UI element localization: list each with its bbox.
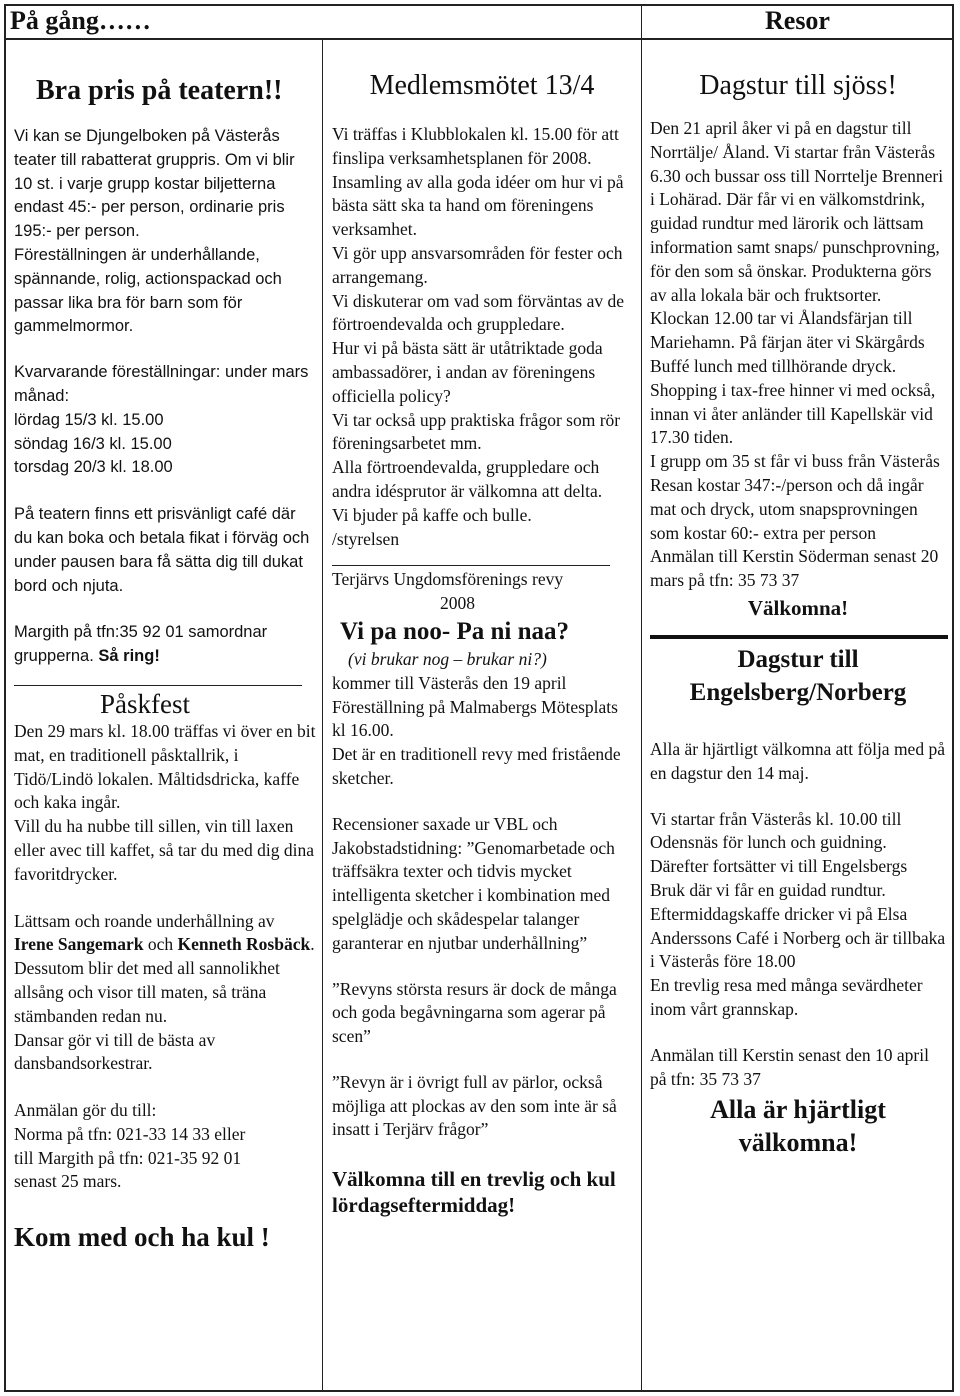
section-rule-thick xyxy=(650,635,948,639)
sea-trip-text-1: Den 21 april åker vi på en dagstur till Norrtälje/ Åland. Vi startar från Västerås 6.30 och bussar oss till Norrtelje Brenneri i Lohärad. Där får vi en välkomstdrink, guidad rundtur med lärorik och lättsam information samt snaps/ punschprovning, för den som så önskar. Produkterna görs av alla lokala bär och fruktsorter. xyxy=(650,118,944,305)
theater-desc: Föreställningen är underhållande, spännande, rolig, actionspackad och passar lika bra för barn som för gammelmormor. xyxy=(14,245,282,336)
engelsberg-text-2: Vi startar från Västerås kl. 10.00 till Odensnäs för lunch och guidning. xyxy=(650,808,902,853)
revy-title: Terjärvs Ungdomsförenings revy xyxy=(332,569,564,590)
theater-heading: Bra pris på teatern!! xyxy=(36,75,283,106)
theater-intro: Vi kan se Djungelboken på Västerås teater till rabatterat gruppris. Om vi blir 10 st. i varje grupp kostar biljetterna endast 45:- per person, ordinarie pris 195:- per person. xyxy=(14,127,295,241)
col3-footer: Alla är hjärtligt välkomna! xyxy=(710,1095,886,1158)
signup-title: Anmälan gör du till: xyxy=(14,1100,157,1121)
review-1: Recensioner saxade ur VBL och Jakobstadstidning: ”Genomarbetade och träffsäkra texter och tidvis mycket intelligenta sketcher i kombination med spelglädje och skådespelar talanger garanterar en njutbar underhållning” xyxy=(332,813,615,953)
easter-heading: Påskfest xyxy=(100,688,190,719)
meeting-text-4: Vi diskuterar om vad som förväntas av de förtroendevalda och gruppledare. xyxy=(332,290,624,335)
remaining-title: Kvarvarande föreställningar: under mars månad: xyxy=(14,363,309,405)
signup-line-1: Norma på tfn: 021-33 14 33 eller xyxy=(14,1123,246,1144)
section-rule xyxy=(332,565,610,566)
meeting-text-7: Alla förtroendevalda, gruppledare och andra idésprutor är välkomna att delta. xyxy=(332,457,603,501)
sea-trip-text-3: Shopping i tax-free hinner vi med också, innan vi åter anländer till Kapellskär vid 17.30 tiden. xyxy=(650,379,936,448)
revy-heading: Vi pa noo- Pa ni naa? xyxy=(340,617,569,645)
revy-text-1: kommer till Västerås den 19 april Föreställning på Malmabergs Mötesplats kl 16.00. xyxy=(332,672,618,741)
meeting-text-8: Vi bjuder på kaffe och bulle. xyxy=(332,504,532,525)
ent-text-a: Lättsam och roande underhållning av xyxy=(14,910,275,931)
meeting-text-3: Vi gör upp ansvarsområden för fester och arrangemang. xyxy=(332,242,623,287)
revy-subtitle: (vi brukar nog – brukar ni?) xyxy=(348,648,547,669)
sea-trip-text-2: Klockan 12.00 tar vi Ålandsfärjan till Mariehamn. På färjan äter vi Skärgårds Buffé lunch med tillhörande dryck. xyxy=(650,308,925,376)
engelsberg-signup: Anmälan till Kerstin senast den 10 april på tfn: 35 73 37 xyxy=(650,1044,929,1089)
sea-trip-text-6: Anmälan till Kerstin Söderman senast 20 mars på tfn: 35 73 37 xyxy=(650,546,939,591)
meeting-text-5: Hur vi på bästa sätt är utåtriktade goda ambassadörer, i andan av föreningens officiella policy? xyxy=(332,338,603,406)
header-right xyxy=(641,4,954,40)
ent-text-c: . xyxy=(310,934,315,955)
header-left-title: På gång…… xyxy=(10,6,151,35)
revy-text-2: Det är en traditionell revy med fristående sketcher. xyxy=(332,744,621,788)
revy-year: 2008 xyxy=(440,593,475,614)
easter-text-3: Dessutom blir det med all sannolikhet allsång och visor till maten, så träna stämbanden redan nu. xyxy=(14,958,280,1026)
review-2: ”Revyns största resurs är dock de många och goda begåvningarna som agerar på scen” xyxy=(332,978,617,1047)
signup-line-2: till Margith på tfn: 021-35 92 01 xyxy=(14,1147,242,1168)
review-3: ”Revyn är i övrigt full av pärlor, också möjliga att plockas av den som inte är så insatt i Terjärv frågor” xyxy=(332,1071,617,1140)
header-right-title: Resor xyxy=(765,6,830,35)
meeting-signature: /styrelsen xyxy=(332,528,400,549)
header-left xyxy=(4,4,642,40)
date-3: torsdag 20/3 kl. 18.00 xyxy=(14,458,173,477)
sea-trip-text-5: Resan kostar 347:-/person och då ingår mat och dryck, utom snapsprovningen som kostar 60:- extra per person xyxy=(650,474,924,543)
date-1: lördag 15/3 kl. 15.00 xyxy=(14,410,164,429)
meeting-heading: Medlemsmötet 13/4 xyxy=(369,70,595,101)
column-meeting xyxy=(332,40,632,1218)
sea-trip-text-4: I grupp om 35 st får vi buss från Västerås xyxy=(650,451,940,472)
easter-text-2: Vill du ha nubbe till sillen, vin till laxen eller avec till kaffet, så tar du med dig dina favoritdrycker. xyxy=(14,816,314,884)
engelsberg-text-1: Alla är hjärtligt välkomna att följa med på en dagstur den 14 maj. xyxy=(650,738,945,783)
performer-2: Kenneth Rosbäck xyxy=(177,934,311,955)
column-divider-2 xyxy=(641,40,642,1392)
col2-footer: Välkomna till en trevlig och kul lördagseftermiddag! xyxy=(332,1167,616,1218)
meeting-text-6: Vi tar också upp praktiska frågor som rör föreningsarbetet mm. xyxy=(332,409,621,454)
engelsberg-heading: Dagstur till Engelsberg/Norberg xyxy=(689,645,907,706)
meeting-text-1: Vi träffas i Klubblokalen kl. 15.00 för att finslipa verksamhetsplanen för 2008. xyxy=(332,124,619,168)
sea-trip-welcome: Välkomna! xyxy=(747,595,849,620)
easter-text-4: Dansar gör vi till de bästa av dansbandsorkestrar. xyxy=(14,1029,216,1074)
column-theater xyxy=(14,40,316,1254)
section-rule xyxy=(14,685,302,686)
column-trips xyxy=(650,40,946,1159)
ent-text-b: och xyxy=(143,934,178,955)
sea-trip-heading: Dagstur till sjöss! xyxy=(699,70,897,101)
engelsberg-text-4: En trevlig resa med många sevärdheter inom vårt grannskap. xyxy=(650,975,923,1019)
entertainment-text xyxy=(14,910,316,958)
signup-line-3: senast 25 mars. xyxy=(14,1171,122,1192)
date-2: söndag 16/3 kl. 15.00 xyxy=(14,434,172,453)
contact-text xyxy=(14,621,316,669)
column-divider-1 xyxy=(322,40,323,1392)
meeting-text-2: Insamling av alla goda idéer om hur vi på bästa sätt ska ta hand om föreningens verksamhet. xyxy=(332,171,624,240)
performer-1: Irene Sangemark xyxy=(14,934,144,955)
contact-label: Margith på tfn:35 92 01 samordnar grupperna. xyxy=(14,623,268,666)
engelsberg-text-3: Därefter fortsätter vi till Engelsbergs Bruk där vi får en guidad rundtur. Eftermiddagskaffe dricker vi på Elsa Anderssons Café i Norberg och är tillbaka i Västerås före 18.00 xyxy=(650,856,946,972)
col1-footer: Kom med och ha kul ! xyxy=(14,1222,270,1253)
cafe-text: På teatern finns ett prisvänligt café där du kan boka och betala fikat i förväg och under pausen bara få sätta dig till dukat bord och njuta. xyxy=(14,505,310,595)
contact-bold: Så ring! xyxy=(98,647,160,666)
easter-text-1: Den 29 mars kl. 18.00 träffas vi över en bit mat, en traditionell påsktallrik, i Tidö/Lindö lokalen. Måltidsdricka, kaffe och kaka ingår. xyxy=(14,720,316,813)
